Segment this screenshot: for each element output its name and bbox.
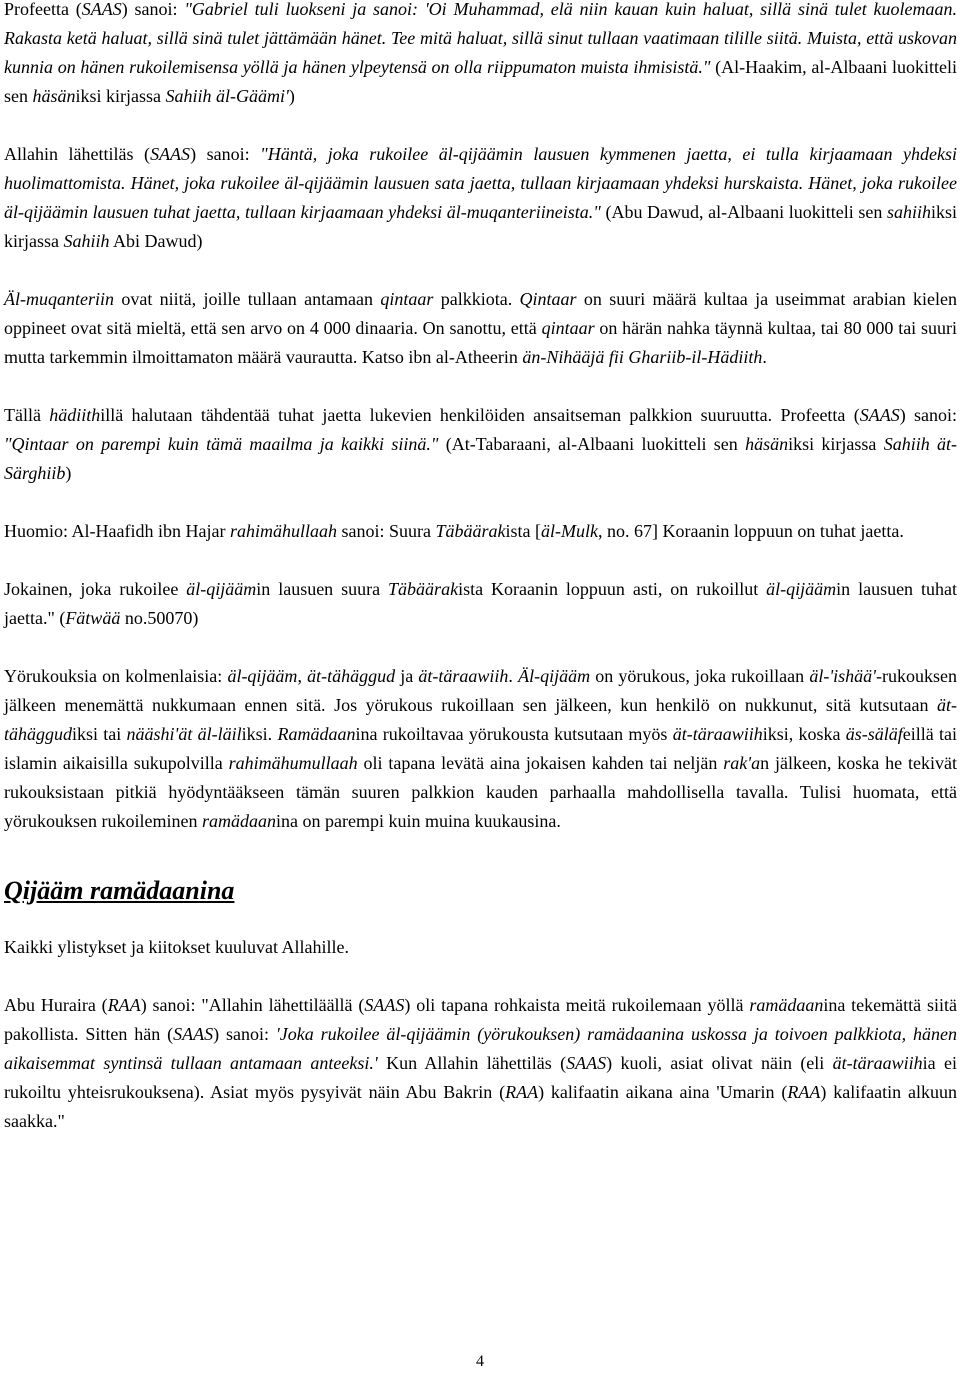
italic-text-run: Sahiih ät-Särghiib — [4, 434, 957, 483]
italic-text-run: SAAS — [859, 405, 900, 425]
italic-text-run: ät-tähäggud — [307, 666, 396, 686]
text-run: Yörukouksia on kolmenlaisia: — [4, 666, 228, 686]
text-run: oli tapana levätä aina jokaisen kahden tai neljän — [357, 753, 724, 773]
italic-text-run: 'Joka rukoilee äl-qijäämin (yörukouksen) ramädaanina uskossa ja toivoen palkkiota, hänen aikaisemmat syntinsä tullaan antamaan anteeksi.' — [4, 1024, 957, 1073]
italic-text-run: än-Nihääjä fii Ghariib-il-Hädiith — [522, 347, 763, 367]
paragraph-spacer — [4, 372, 957, 401]
text-run: in lausuen suura — [256, 579, 389, 599]
text-run: Jokainen, joka rukoilee — [4, 579, 187, 599]
text-run: in lausuen tuhat jaetta." ( — [4, 579, 957, 628]
italic-text-run: "Gabriel tuli luokseni ja sanoi: 'Oi Muhammad, elä niin kauan kuin haluat, sillä sinä tulet kuolemaan. Rakasta ketä haluat, sillä sinä tulet jättämään hänet. Tee mitä haluat, sillä sinut tullaan vaatimaan tilille siitä. Muista, että uskovan kunnia on hänen rukoilemisensa yöllä ja hänen ylpeytensä on olla riippumaton muista ihmisistä." — [4, 0, 958, 77]
paragraph — [4, 991, 957, 1136]
text-run: , no. 67] Koraanin loppuun on tuhat jaetta. — [597, 521, 904, 541]
italic-text-run: äl-'ishää' — [809, 666, 877, 686]
italic-text-run: RAA — [107, 995, 141, 1015]
italic-text-run: SAAS — [81, 0, 122, 19]
italic-text-run: rahimähullaah — [229, 521, 337, 541]
text-run: Profeetta ( — [4, 0, 82, 19]
text-run: eillä tai islamin aikaisilla sukupolvilla — [4, 724, 957, 773]
italic-text-run: RAA — [787, 1082, 821, 1102]
text-run: ) sanoi: — [213, 1024, 276, 1044]
italic-text-run: Äl-qijääm — [518, 666, 591, 686]
italic-text-run: häsän — [32, 86, 76, 106]
text-run: iksi. — [241, 724, 278, 744]
text-run: Huomio: Al-Haafidh ibn Hajar — [4, 521, 230, 541]
section-qijaam-ramadaanina — [4, 933, 957, 1136]
text-run: Allahin lähettiläs ( — [4, 144, 151, 164]
text-run: iksi kirjassa — [75, 86, 166, 106]
text-run: Kaikki ylistykset ja kiitokset kuuluvat Allahille. — [4, 937, 349, 957]
italic-text-run: rak'a — [723, 753, 761, 773]
paragraph — [4, 575, 957, 633]
section-heading: Qijääm ramädaanina — [4, 876, 235, 905]
text-run: ) oli tapana rohkaista meitä rukoilemaan yöllä — [404, 995, 750, 1015]
italic-text-run: SAAS — [566, 1053, 607, 1073]
text-run: ) sanoi: "Allahin lähettiläällä ( — [140, 995, 365, 1015]
text-run: ) kalifaatin alkuun saakka." — [4, 1082, 957, 1131]
italic-text-run: äl-qijääm — [227, 666, 298, 686]
italic-text-run: rahimähumullaah — [228, 753, 358, 773]
paragraph — [4, 517, 957, 546]
text-run: iksi kirjassa — [788, 434, 884, 454]
italic-text-run: äl-Mulk — [540, 521, 598, 541]
text-run: ista [ — [505, 521, 541, 541]
text-run: on suuri määrä kultaa ja useimmat arabian kielen oppineet ovat sitä mieltä, että sen arvo on 4 000 dinaaria. On sanottu, että — [4, 289, 958, 338]
text-run: on härän nahka täynnä kultaa, tai 80 000 tai suuri mutta tarkemmin ilmoittamaton määrä vaurautta. Katso ibn al-Atheerin — [4, 318, 957, 367]
text-run: Kun Allahin lähettiläs ( — [377, 1053, 567, 1073]
italic-text-run: Ramädaan — [277, 724, 356, 744]
italic-text-run: ät-täraawiih — [832, 1053, 923, 1073]
text-run: no.50070) — [120, 608, 199, 628]
text-run: ina rukoiltavaa yörukousta kutsutaan myös — [355, 724, 673, 744]
paragraph — [4, 933, 957, 962]
italic-text-run: ramädaan — [201, 811, 276, 831]
text-run: ) — [65, 463, 72, 483]
text-run: Abi Dawud) — [109, 231, 203, 251]
text-run: Tällä — [4, 405, 50, 425]
italic-text-run: Sahiih — [63, 231, 110, 251]
text-run: (Abu Dawud, al-Albaani luokitteli sen — [600, 202, 887, 222]
italic-text-run: Täbäärak — [435, 521, 506, 541]
text-run: . — [508, 666, 519, 686]
italic-text-run: "Häntä, joka rukoilee äl-qijäämin lausuen kymmenen jaetta, ei tulla kirjaamaan yhdeksi huolimattomista. Hänet, joka rukoilee äl-qijäämin lausuen sata jaetta, tullaan kirjaamaan yhdeksi hurskaista. Hänet, joka rukoilee äl-qijäämin lausuen tuhat jaetta, tullaan kirjaamaan yhdeksi äl-muqanteriineista." — [4, 144, 957, 222]
text-run: ista Koraanin loppuun asti, on rukoillut — [458, 579, 767, 599]
paragraph — [4, 401, 957, 488]
italic-text-run: ät-tähäggud — [4, 695, 957, 744]
paragraph — [4, 662, 957, 836]
text-run: ) kuoli, asiat olivat näin (eli — [606, 1053, 833, 1073]
text-run: sanoi: Suura — [336, 521, 436, 541]
text-run: -rukouksen jälkeen menemättä nukkumaan ennen sitä. Jos yörukous rukoillaan sen jälkeen, kun henkilö on nukkunut, sitä kutsutaan — [4, 666, 958, 715]
paragraph-spacer — [4, 546, 957, 575]
text-run: (Al-Haakim, al-Albaani luokitteli sen — [4, 57, 957, 106]
text-run: illä halutaan tähdentää tuhat jaetta lukevien henkilöiden ansaitseman palkkion suuruutta. Profeetta ( — [100, 405, 860, 425]
section-yorukous — [4, 0, 957, 836]
text-run: Abu Huraira ( — [4, 995, 108, 1015]
text-run: on yörukous, joka rukoillaan — [590, 666, 810, 686]
text-run: ) kalifaatin aikana aina 'Umarin ( — [538, 1082, 788, 1102]
spacer — [4, 908, 957, 933]
page-number: 4 — [476, 1353, 484, 1370]
text-run: ovat niitä, joille tullaan antamaan — [114, 289, 381, 309]
text-run: ) sanoi: — [121, 0, 185, 19]
italic-text-run: sahiih — [886, 202, 931, 222]
paragraph-spacer — [4, 633, 957, 662]
italic-text-run: qintaar — [380, 289, 434, 309]
italic-text-run: äs-säläf — [845, 724, 903, 744]
text-run: ) — [288, 86, 295, 106]
paragraph — [4, 0, 957, 111]
text-run: n jälkeen, koska he tekivät rukouksistaan pitkiä hyödyntääkseen tämän suuren palkkion kauden parhaalla mahdollisella tavalla. Tulisi huomata, että yörukouksen rukoileminen — [4, 753, 957, 831]
text-run: (At-Tabaraani, al-Albaani luokitteli sen — [438, 434, 746, 454]
italic-text-run: nääshi'ät äl-läil — [126, 724, 242, 744]
paragraph-spacer — [4, 256, 957, 285]
italic-text-run: äl-qijääm — [186, 579, 257, 599]
italic-text-run: ät-täraawiih — [418, 666, 509, 686]
paragraph-spacer — [4, 111, 957, 140]
document-body — [4, 0, 957, 1136]
italic-text-run: Fätwää — [65, 608, 121, 628]
italic-text-run: SAAS — [364, 995, 405, 1015]
italic-text-run: Qintaar — [519, 289, 577, 309]
spacer — [4, 836, 957, 874]
italic-text-run: RAA — [505, 1082, 539, 1102]
italic-text-run: SAAS — [173, 1024, 214, 1044]
text-run: ) sanoi: — [899, 405, 957, 425]
text-run: ja — [395, 666, 419, 686]
text-run: . — [762, 347, 767, 367]
italic-text-run: Äl-muqanteriin — [4, 289, 114, 309]
text-run: ia ei rukoiltu yhteisrukouksena). Asiat myös pysyivät näin Abu Bakrin ( — [4, 1053, 958, 1102]
text-run: palkkiota. — [433, 289, 520, 309]
paragraph — [4, 140, 957, 256]
text-run: iksi kirjassa — [4, 202, 957, 251]
italic-text-run: Täbäärak — [388, 579, 459, 599]
text-run: ina on parempi kuin muina kuukausina. — [275, 811, 561, 831]
italic-text-run: SAAS — [150, 144, 191, 164]
italic-text-run: hädiith — [49, 405, 101, 425]
text-run: iksi tai — [72, 724, 127, 744]
italic-text-run: "Qintaar on parempi kuin tämä maailma ja kaikki siinä." — [4, 434, 439, 454]
italic-text-run: Sahiih äl-Gäämi' — [165, 86, 289, 106]
italic-text-run: qintaar — [541, 318, 595, 338]
italic-text-run: häsän — [745, 434, 789, 454]
paragraph-spacer — [4, 962, 957, 991]
text-run: , — [297, 666, 308, 686]
text-run: iksi, koska — [762, 724, 846, 744]
paragraph-spacer — [4, 488, 957, 517]
italic-text-run: äl-qijääm — [766, 579, 837, 599]
italic-text-run: ramädaan — [749, 995, 824, 1015]
paragraph — [4, 285, 957, 372]
text-run: ) sanoi: — [190, 144, 261, 164]
italic-text-run: ät-täraawiih — [672, 724, 763, 744]
text-run: ina tekemättä siitä pakollista. Sitten hän ( — [4, 995, 957, 1044]
